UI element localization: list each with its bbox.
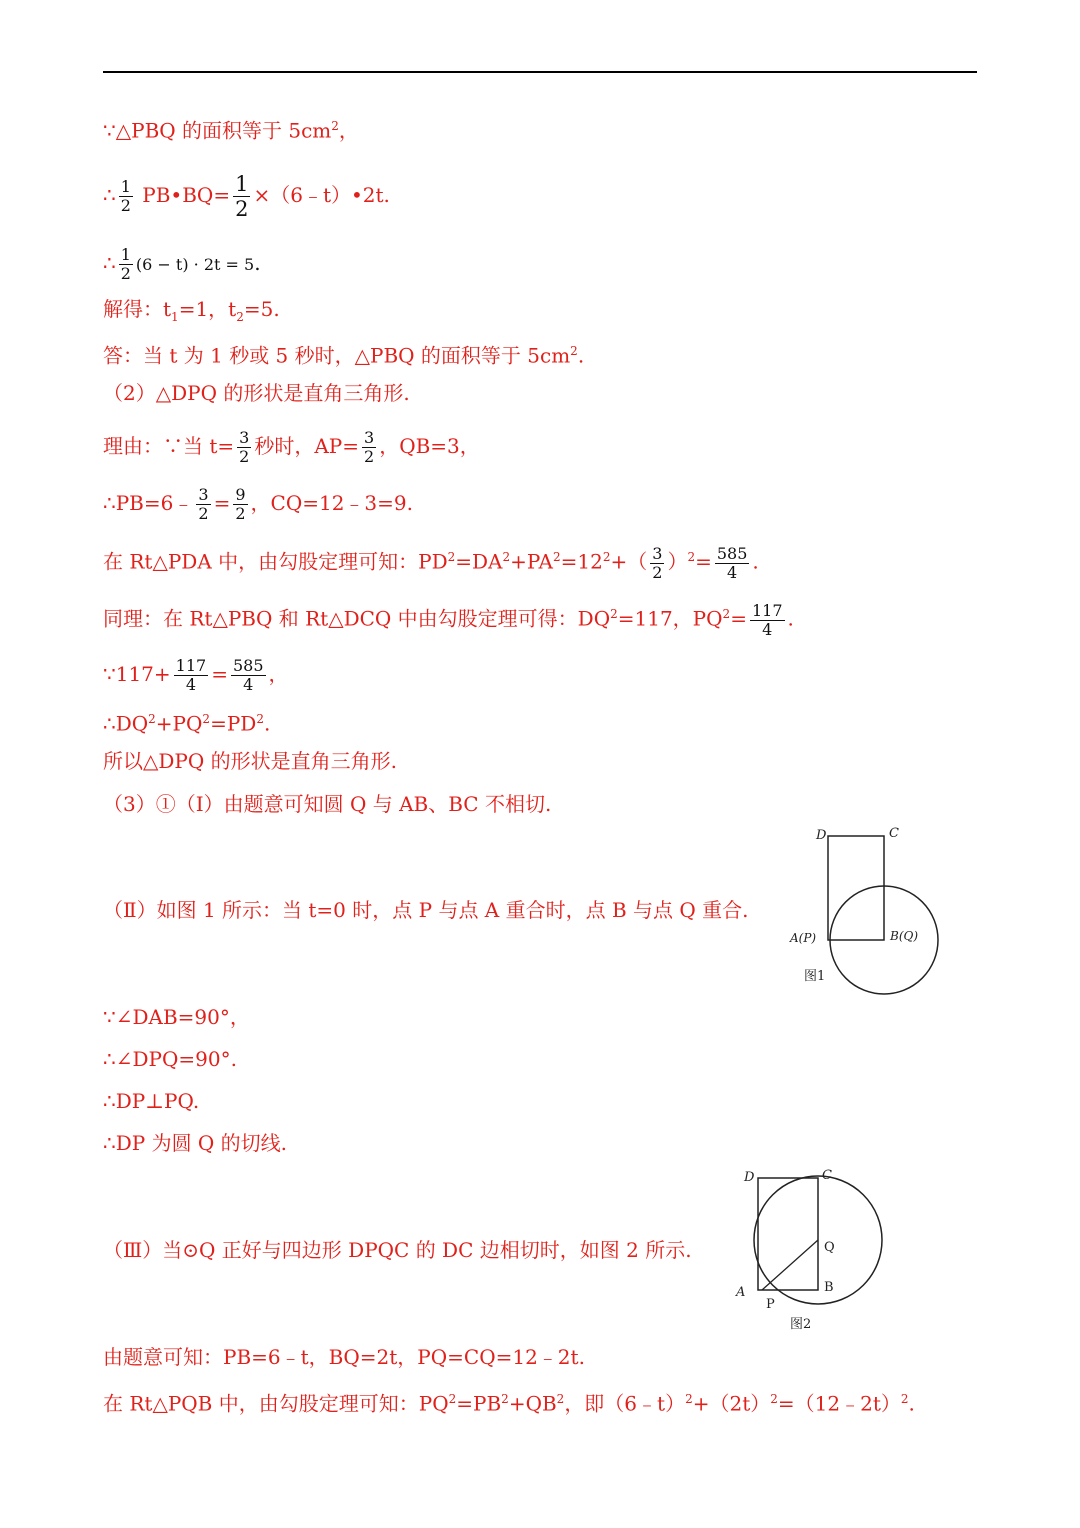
line-area-equation (103, 172, 390, 221)
text: ∴∠DPQ=90°. (103, 1047, 237, 1071)
denominator: 2 (239, 447, 250, 466)
text: ∴DP 为圆 Q 的切线. (103, 1131, 288, 1155)
text: ∴ (103, 251, 116, 275)
numerator: 585 (716, 543, 748, 563)
text: 解得：t (103, 297, 172, 321)
denominator: 4 (185, 675, 197, 694)
sup: 2 (448, 1392, 457, 1406)
text: =1，t (178, 297, 237, 321)
sup: 2 (256, 712, 264, 726)
label-c: C (822, 1168, 832, 1183)
text: ∵∠DAB=90°， (103, 1005, 250, 1029)
text: 同理：在 Rt△PBQ 和 Rt△DCQ 中由勾股定理可得：DQ (103, 606, 611, 631)
fraction (119, 246, 133, 283)
fraction (119, 178, 133, 215)
line-final-equation (103, 1385, 915, 1418)
label-p: P (766, 1297, 775, 1312)
text: . (787, 606, 794, 631)
line-conclusion (103, 747, 397, 775)
denominator: 2 (235, 504, 246, 523)
numerator: 9 (235, 485, 246, 504)
text: ， (338, 118, 359, 143)
sup: 2 (602, 550, 611, 564)
text: +PQ (155, 711, 203, 736)
line-sum (103, 657, 289, 694)
line-part3-case2 (103, 896, 748, 924)
fraction (174, 657, 209, 694)
text: （Ⅲ）当⊙Q 正好与四边形 DPQC 的 DC 边相切时，如图 2 所示. (103, 1238, 692, 1262)
text: =PD (210, 711, 257, 736)
text: 在 Rt△PDA 中，由勾股定理可知：PD (103, 549, 448, 574)
sup: 2 (502, 550, 511, 564)
text: =（12﹣2t） (777, 1391, 901, 1416)
sup: 2 (552, 550, 561, 564)
text: 答：当 t 为 1 秒或 5 秒时，△PBQ 的面积等于 5cm (103, 343, 571, 368)
sup: 2 (331, 119, 339, 133)
text: =PB (456, 1391, 502, 1416)
line-angle-dpq (103, 1045, 237, 1073)
text: ， (268, 662, 289, 686)
sub: 2 (236, 310, 244, 324)
text: PB•BQ= (135, 183, 231, 207)
text: = (213, 491, 231, 515)
text: ×（6﹣t）•2t. (253, 183, 390, 207)
numerator: 1 (235, 172, 249, 196)
line-part3-case1 (103, 790, 551, 818)
text: +PA (510, 549, 553, 574)
fraction (650, 545, 664, 582)
figure-caption: 图2 (790, 1317, 812, 1332)
text: ，即（6﹣t） (564, 1391, 686, 1416)
text: =12 (560, 549, 603, 574)
text: =DA (455, 549, 503, 574)
fraction (233, 172, 250, 221)
text: （2）△DPQ 的形状是直角三角形. (103, 381, 410, 405)
line-equation-formula (103, 246, 261, 283)
line-solve (103, 295, 280, 331)
text: ∵117+ (103, 662, 171, 686)
line-pythagoras (103, 705, 270, 738)
segment-pq (762, 1240, 818, 1290)
fraction (233, 486, 247, 523)
text: . (254, 251, 261, 275)
fraction (750, 602, 785, 639)
denominator: 2 (198, 504, 209, 523)
sup: 2 (687, 550, 696, 564)
line-perpendicular (103, 1087, 199, 1115)
text: （3）①（Ⅰ）由题意可知圆 Q 与 AB、BC 不相切. (103, 792, 552, 816)
text: +QB (508, 1391, 557, 1416)
denominator: 2 (652, 562, 663, 582)
denominator: 2 (120, 264, 131, 283)
label-d: D (816, 828, 827, 843)
numerator: 117 (175, 656, 207, 675)
sup: 2 (501, 1392, 509, 1406)
figure-1 (786, 820, 946, 998)
text: 由题意可知：PB=6﹣t，BQ=2t，PQ=CQ=12﹣2t. (103, 1345, 585, 1369)
formula-text: (6 − t) · 2t = 5 (135, 255, 255, 274)
rectangle-abcd (828, 836, 884, 940)
text: ，QB=3， (379, 434, 480, 458)
sup: 2 (148, 712, 156, 726)
text: 理由：∵当 t= (103, 434, 235, 458)
text: +（2t） (692, 1391, 771, 1416)
rectangle-abcd (758, 1178, 818, 1290)
numerator: 3 (239, 428, 250, 447)
text: ∴DP⊥PQ. (103, 1089, 200, 1113)
line-similarly (103, 600, 794, 639)
numerator: 3 (652, 543, 663, 563)
numerator: 3 (364, 428, 375, 447)
text: ∴ (103, 183, 116, 207)
text: . (577, 343, 585, 368)
numerator: 3 (198, 485, 209, 504)
numerator: 585 (232, 656, 264, 675)
sup: 2 (610, 607, 618, 621)
label-a: A (736, 1285, 746, 1300)
sup: 2 (447, 550, 456, 564)
figure-caption: 图1 (804, 969, 826, 984)
line-pd (103, 543, 759, 582)
text: =117，PQ (617, 606, 723, 631)
sup: 2 (685, 1392, 693, 1406)
label-c: C (889, 826, 899, 841)
text: +（ (610, 549, 648, 574)
sub: 1 (171, 310, 179, 324)
fraction (231, 657, 266, 694)
denominator: 4 (243, 675, 254, 694)
line-part3-case3 (103, 1236, 692, 1264)
text: ∴DQ (103, 711, 149, 736)
sup: 2 (722, 607, 731, 621)
text: . (263, 711, 271, 736)
text: 秒时，AP= (254, 434, 360, 458)
sup: 2 (570, 344, 578, 358)
denominator: 4 (762, 619, 773, 639)
sup: 2 (202, 712, 211, 726)
line-reason (103, 429, 480, 466)
text: = (730, 606, 747, 631)
line-tangent (103, 1129, 287, 1157)
fraction (362, 429, 376, 466)
label-q: Q (824, 1240, 835, 1255)
text: ∵△PBQ 的面积等于 5cm (103, 118, 332, 143)
text: 所以△DPQ 的形状是直角三角形. (103, 749, 397, 773)
line-area-condition (103, 112, 359, 145)
text: =5. (243, 297, 280, 321)
text: = (695, 549, 712, 574)
numerator: 117 (751, 600, 783, 620)
text: ） (667, 549, 688, 574)
line-pb (103, 486, 413, 523)
numerator: 1 (120, 245, 131, 264)
line-answer (103, 337, 584, 370)
fraction (237, 429, 251, 466)
label-b: B (824, 1280, 834, 1295)
label-a-p: A(P) (790, 931, 817, 945)
denominator: 4 (727, 562, 738, 582)
text: 在 Rt△PQB 中，由勾股定理可知：PQ (103, 1391, 449, 1416)
text: = (211, 662, 228, 686)
denominator: 2 (235, 197, 249, 221)
label-d: D (744, 1170, 755, 1185)
text: ∴PB=6﹣ (103, 491, 194, 515)
label-b-q: B(Q) (890, 929, 919, 943)
fraction (196, 486, 210, 523)
figure-2 (732, 1160, 892, 1338)
text: . (908, 1391, 915, 1416)
text: . (752, 549, 759, 574)
sup: 2 (770, 1392, 778, 1406)
line-given (103, 1343, 585, 1371)
text: （Ⅱ）如图 1 所示：当 t=0 时，点 P 与点 A 重合时，点 B 与点 Q 重合. (103, 898, 749, 922)
line-angle-dab (103, 1003, 250, 1031)
denominator: 2 (120, 196, 131, 215)
line-part2-title (103, 379, 410, 407)
sup: 2 (556, 1392, 565, 1406)
text: ，CQ=12﹣3=9. (250, 491, 413, 515)
sup: 2 (900, 1392, 909, 1406)
numerator: 1 (120, 177, 131, 196)
fraction (715, 545, 750, 582)
header-rule (103, 71, 977, 73)
denominator: 2 (364, 447, 375, 466)
